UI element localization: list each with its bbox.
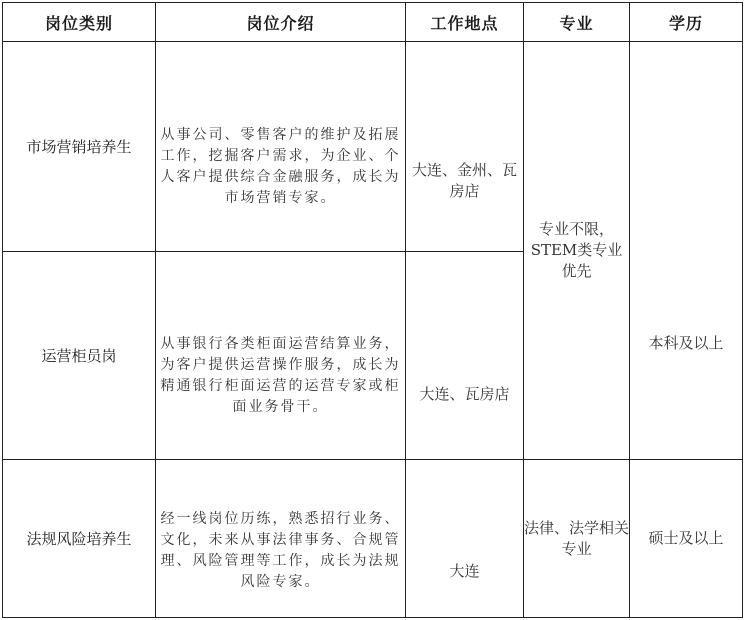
- header-location: 工作地点: [406, 3, 524, 42]
- row-category: 运营柜员岗: [3, 252, 156, 460]
- row-location-cell: [406, 252, 524, 460]
- row-location-cell: [406, 460, 524, 618]
- row-description-cell: [156, 42, 406, 252]
- table-header-row: [3, 3, 743, 42]
- row-location: 大连、金州、瓦房店: [411, 160, 517, 200]
- header-major: 专业: [524, 3, 630, 42]
- job-positions-table: [2, 2, 743, 618]
- row-location-cell: [406, 42, 524, 252]
- row-description: 从事银行各类柜面运营结算业务，为客户提供运营操作服务，成长为精通银行柜面运营的运营专家或柜面业务骨干。: [160, 335, 401, 415]
- row-description: 从事公司、零售客户的维护及拓展工作，挖掘客户需求，为企业、个人客户提供综合金融服务，成长为市场营销专家。: [160, 126, 401, 206]
- header-description: 岗位介绍: [156, 3, 406, 42]
- row-major: 法律、法学相关专业: [524, 460, 630, 618]
- table-row: [3, 42, 743, 252]
- row-description: 经一线岗位历练，熟悉招行业务、文化，未来从事法律事务、合规管理、风险管理等工作，成长为法规风险专家。: [160, 510, 401, 590]
- shared-education: 本科及以上: [648, 334, 724, 352]
- row-description-cell: [156, 252, 406, 460]
- header-education: 学历: [630, 3, 743, 42]
- row-location: 大连: [449, 562, 480, 580]
- header-category: 岗位类别: [3, 3, 156, 42]
- row-category: 市场营销培养生: [3, 42, 156, 252]
- shared-education-cell: [630, 42, 743, 460]
- row-location: 大连、瓦房店: [419, 385, 510, 403]
- row-category: 法规风险培养生: [3, 460, 156, 618]
- row-description-cell: [156, 460, 406, 618]
- table-row: [3, 460, 743, 618]
- shared-major: 专业不限，STEM类专业优先: [524, 42, 630, 460]
- row-education: 硕士及以上: [630, 460, 743, 618]
